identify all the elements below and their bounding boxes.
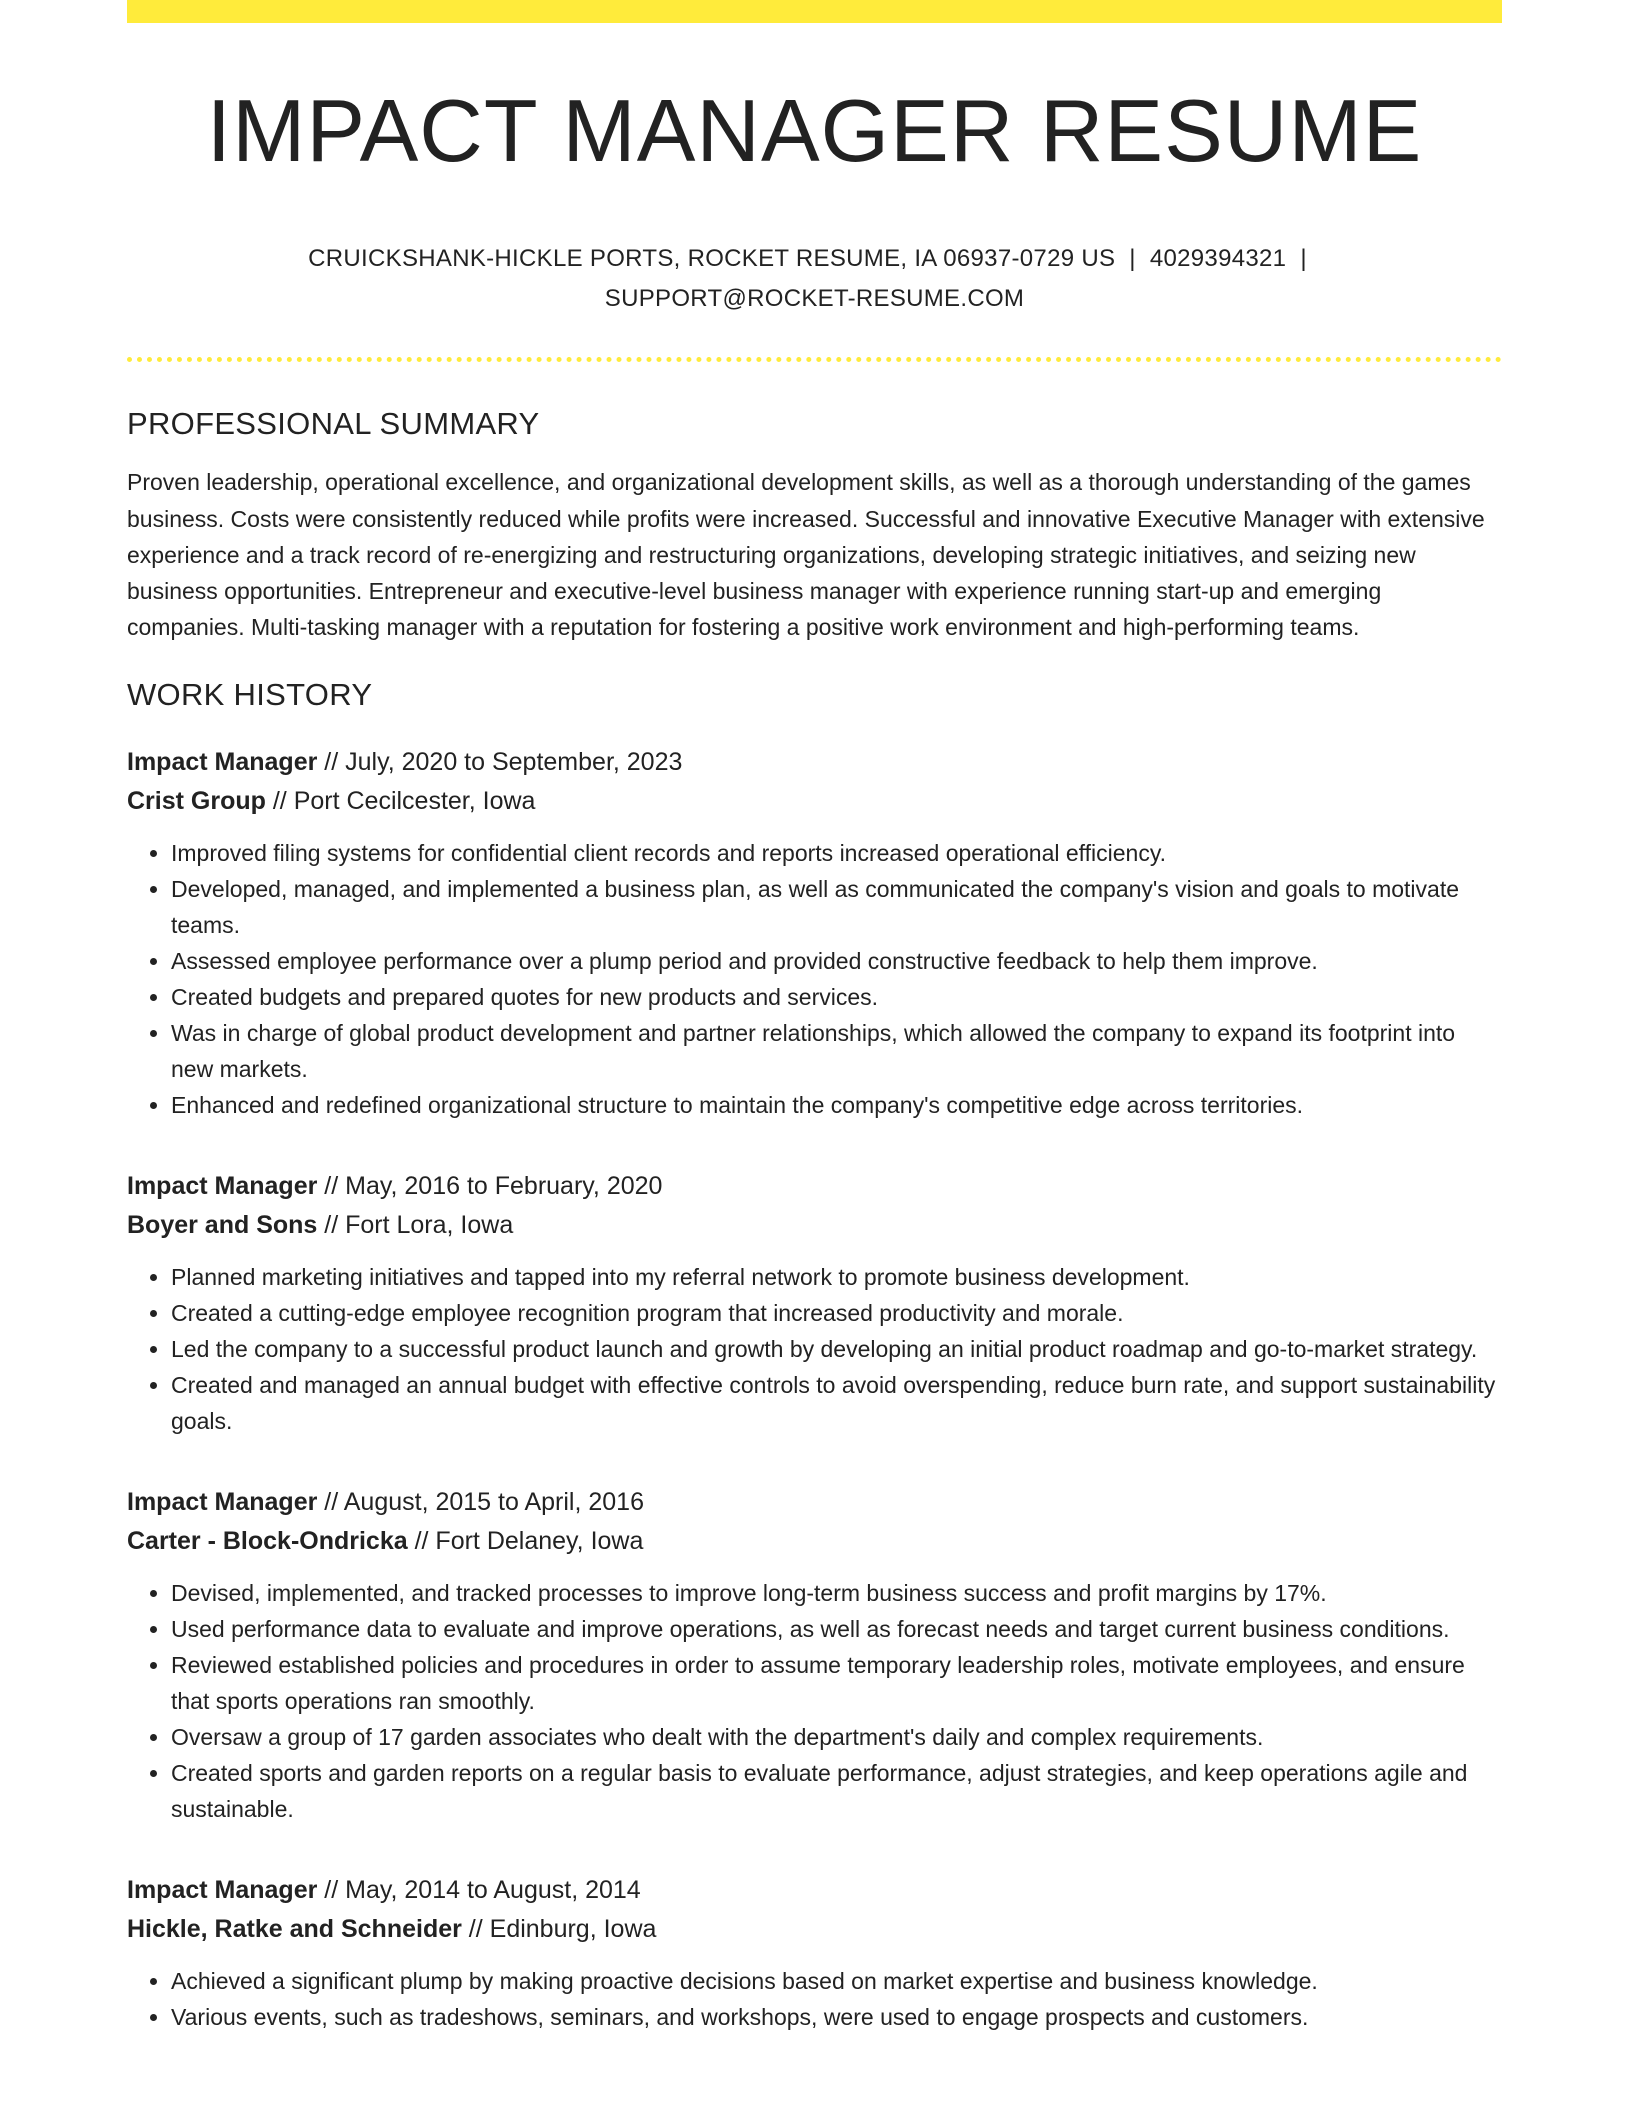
job-duty-item: • Assessed employee performance over a plump period and provided constructive feedback to help them improve.	[171, 943, 1502, 979]
job-role: Impact Manager	[127, 748, 318, 777]
job-company-line	[127, 1910, 1502, 1949]
work-history-list	[127, 743, 1502, 2035]
job-entry	[127, 1167, 1502, 1439]
job-location: // Port Cecilcester, Iowa	[265, 787, 536, 816]
job-title-line	[127, 743, 1502, 782]
job-dates: // May, 2014 to August, 2014	[317, 1876, 641, 1905]
job-duty-item: • Various events, such as tradeshows, seminars, and workshops, were used to engage prospects and customers.	[171, 1999, 1502, 2035]
job-duty-item: • Led the company to a successful product launch and growth by developing an initial product roadmap and go-to-market strategy.	[171, 1331, 1502, 1367]
job-duty-item: • Improved filing systems for confidential client records and reports increased operational efficiency.	[171, 835, 1502, 871]
contact-address: CRUICKSHANK-HICKLE PORTS, ROCKET RESUME, IA 06937-0729 US	[308, 245, 1116, 273]
accent-top-bar	[127, 0, 1502, 23]
contact-separator: |	[1300, 245, 1307, 273]
job-role: Impact Manager	[127, 1876, 318, 1905]
job-duty-item: • Created budgets and prepared quotes for new products and services.	[171, 979, 1502, 1015]
work-history-heading: WORK HISTORY	[127, 677, 373, 713]
resume-title: IMPACT MANAGER RESUME	[206, 81, 1423, 180]
job-duty-item: • Created and managed an annual budget with effective controls to avoid overspending, reduce burn rate, and support sustainability goals.	[171, 1367, 1502, 1439]
job-duties-list	[127, 1575, 1502, 1827]
job-duty-item: • Enhanced and redefined organizational structure to maintain the company's competitive edge across territories.	[171, 1087, 1502, 1123]
job-duty-item: • Reviewed established policies and procedures in order to assume temporary leadership roles, motivate employees, and ensure that sports operations ran smoothly.	[171, 1647, 1502, 1719]
contact-separator: |	[1129, 245, 1136, 273]
job-company: Carter - Block-Ondricka	[127, 1527, 408, 1556]
job-duty-item: • Was in charge of global product development and partner relationships, which allowed the company to expand its footprint into new markets.	[171, 1015, 1502, 1087]
job-dates: // August, 2015 to April, 2016	[317, 1488, 644, 1517]
summary-heading: PROFESSIONAL SUMMARY	[127, 406, 540, 442]
job-role: Impact Manager	[127, 1172, 318, 1201]
job-entry	[127, 743, 1502, 1123]
contact-email: SUPPORT@ROCKET-RESUME.COM	[604, 285, 1025, 313]
job-duty-item: • Developed, managed, and implemented a business plan, as well as communicated the company's vision and goals to motivate teams.	[171, 871, 1502, 943]
job-title-line	[127, 1871, 1502, 1910]
job-entry	[127, 1483, 1502, 1827]
job-role: Impact Manager	[127, 1488, 318, 1517]
job-entry	[127, 1871, 1502, 2035]
job-company-line	[127, 1206, 1502, 1245]
summary-text: Proven leadership, operational excellence, and organizational development skills, as well as a thorough understanding of the games business. Costs were consistently reduced while profits were increased. Successful and innovative Executive Manager with extensive experience and a track record of re-energizing and restructuring organizations, developing strategic initiatives, and seizing new business opportunities. Entrepreneur and executive-level business manager with experience running start-up and emerging companies. Multi-tasking manager with a reputation for fostering a positive work environment and high-performing teams.	[127, 469, 1485, 641]
job-duty-item: • Devised, implemented, and tracked processes to improve long-term business success and profit margins by 17%.	[171, 1575, 1502, 1611]
job-company: Hickle, Ratke and Schneider	[127, 1915, 462, 1944]
job-company-line	[127, 1522, 1502, 1561]
job-company: Crist Group	[127, 787, 266, 816]
job-duty-item: • Created sports and garden reports on a regular basis to evaluate performance, adjust strategies, and keep operations agile and sustainable.	[171, 1755, 1502, 1827]
job-duty-item: • Planned marketing initiatives and tapped into my referral network to promote business development.	[171, 1259, 1502, 1295]
job-duties-list	[127, 835, 1502, 1123]
job-dates: // May, 2016 to February, 2020	[317, 1172, 663, 1201]
job-location: // Fort Lora, Iowa	[317, 1211, 514, 1240]
job-duties-list	[127, 1259, 1502, 1439]
contact-info	[127, 239, 1502, 319]
job-duty-item: • Oversaw a group of 17 garden associates who dealt with the department's daily and complex requirements.	[171, 1719, 1502, 1755]
resume-page	[127, 0, 1502, 2035]
job-title-line	[127, 1483, 1502, 1522]
job-duties-list	[127, 1963, 1502, 2035]
job-title-line	[127, 1167, 1502, 1206]
contact-phone: 4029394321	[1149, 245, 1287, 273]
job-duty-item: • Created a cutting-edge employee recognition program that increased productivity and morale.	[171, 1295, 1502, 1331]
job-duty-item: • Used performance data to evaluate and improve operations, as well as forecast needs and target current business conditions.	[171, 1611, 1502, 1647]
job-location: // Fort Delaney, Iowa	[407, 1527, 644, 1556]
job-location: // Edinburg, Iowa	[461, 1915, 657, 1944]
job-duty-item: • Achieved a significant plump by making proactive decisions based on market expertise and business knowledge.	[171, 1963, 1502, 1999]
job-company: Boyer and Sons	[127, 1211, 318, 1240]
job-company-line	[127, 782, 1502, 821]
dotted-divider	[127, 357, 1502, 362]
job-dates: // July, 2020 to September, 2023	[317, 748, 683, 777]
